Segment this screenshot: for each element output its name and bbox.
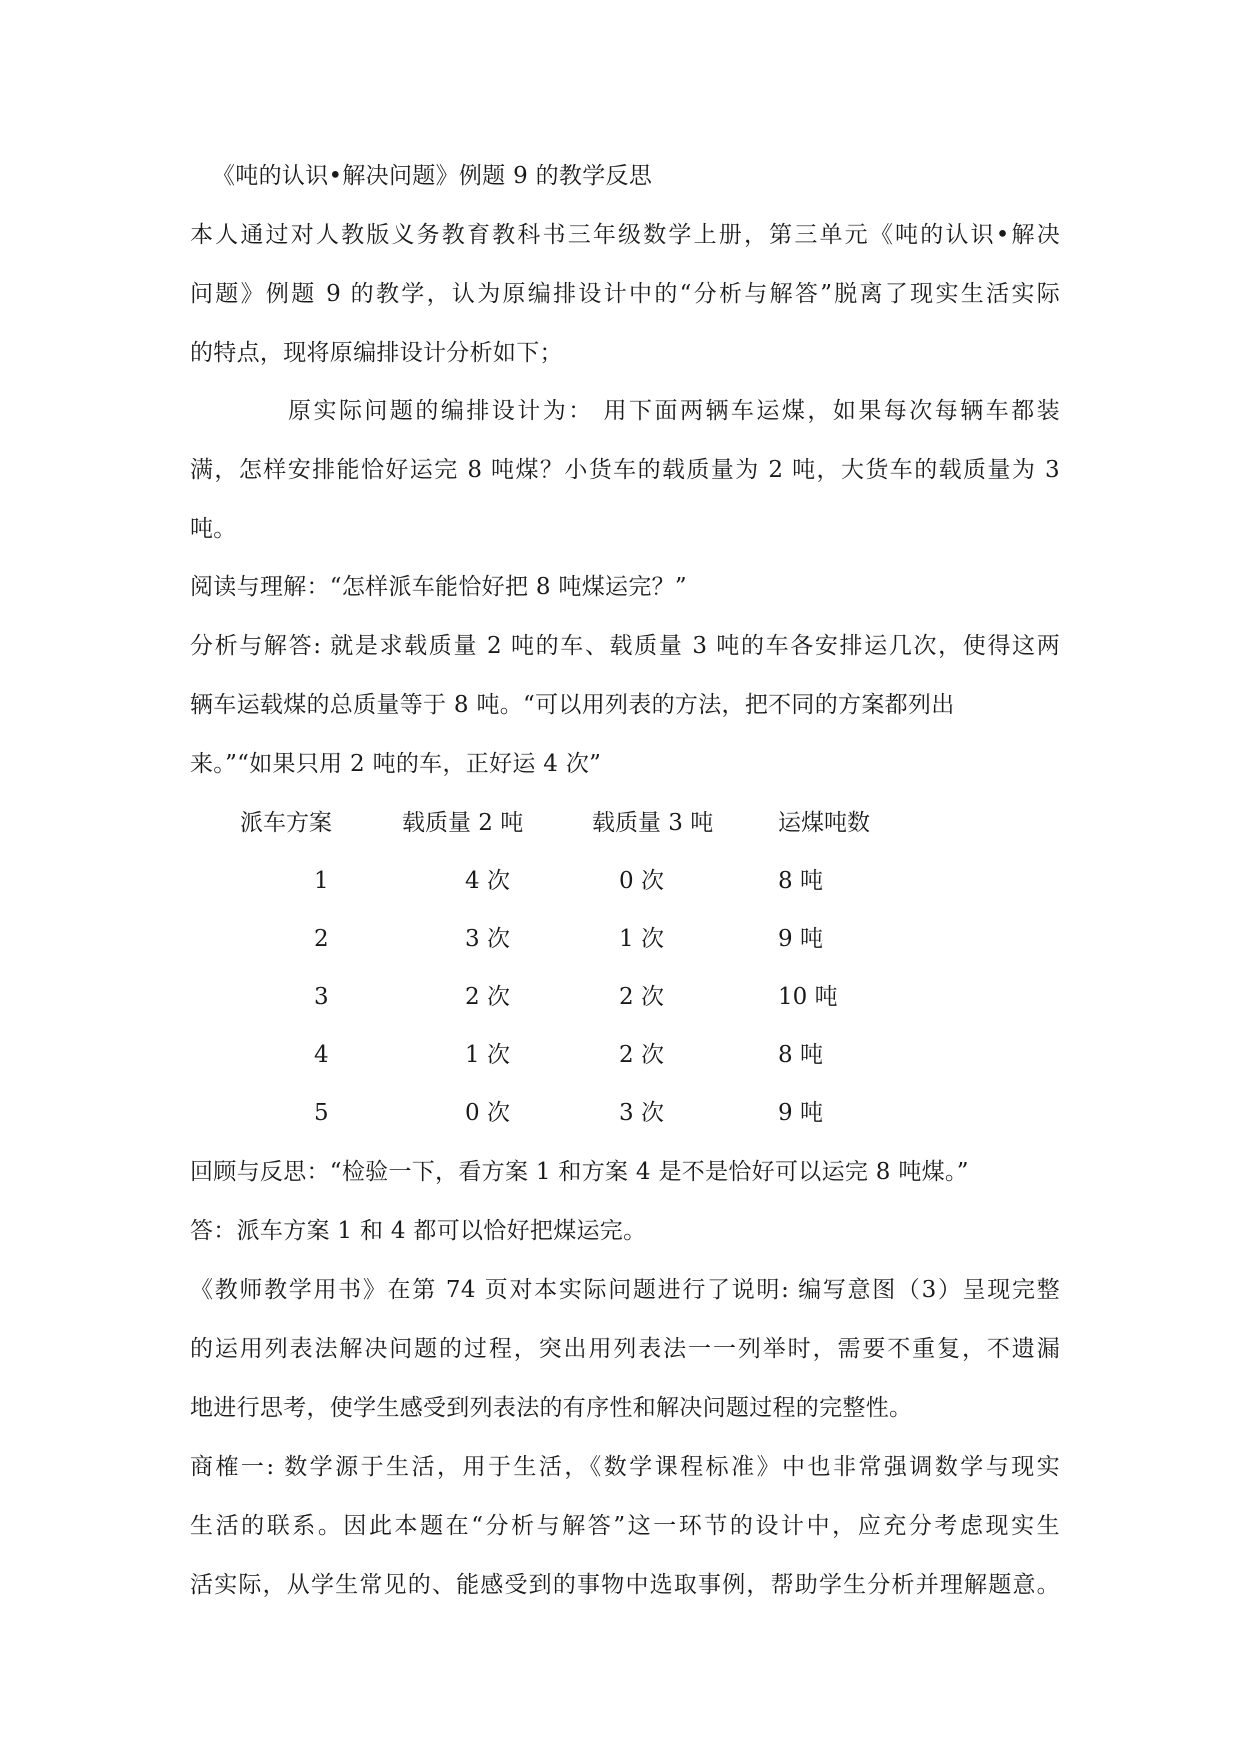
- problem-line-2: 满，怎样安排能恰好运完 8 吨煤？小货车的载质量为 2 吨，大货车的载质量为 3: [190, 457, 1060, 483]
- discussion-line-1: 商榷一: 数学源于生活，用于生活，《数学课程标准》中也非常强调数学与现实: [190, 1454, 1060, 1480]
- table-row: [0, 1098, 1241, 1128]
- table-cell: 2: [314, 926, 329, 952]
- analysis-line-2: 辆车运载煤的总质量等于 8 吨。“可以用列表的方法，把不同的方案都列出: [190, 692, 955, 718]
- table-cell: 4 次: [465, 868, 510, 894]
- table-row: [0, 866, 1241, 896]
- table-cell: 4: [314, 1042, 329, 1068]
- table-row: [0, 924, 1241, 954]
- table-row: [0, 982, 1241, 1012]
- table-cell: 10 吨: [778, 984, 838, 1010]
- table-cell: 2 次: [619, 984, 664, 1010]
- table-cell: 2 次: [619, 1042, 664, 1068]
- table-cell: 0 次: [619, 868, 664, 894]
- table-header-row: [0, 808, 1241, 838]
- table-header-cell: 载质量 2 吨: [402, 810, 524, 836]
- table-header-cell: 运煤吨数: [778, 810, 870, 836]
- table-row: [0, 1040, 1241, 1070]
- review-paragraph: 回顾与反思：“检验一下，看方案 1 和方案 4 是不是恰好可以运完 8 吨煤。”: [190, 1159, 969, 1185]
- teacher-book-line-2: 的运用列表法解决问题的过程，突出用列表法一一列举时，需要不重复，不遗漏: [190, 1336, 1060, 1362]
- table-cell: 5: [314, 1100, 329, 1126]
- reading-paragraph: 阅读与理解：“怎样派车能恰好把 8 吨煤运完？”: [190, 574, 687, 600]
- intro-line-2: 问题》例题 9 的教学，认为原编排设计中的“分析与解答”脱离了现实生活实际: [190, 281, 1060, 307]
- document-title: 《吨的认识•解决问题》例题 9 的教学反思: [212, 163, 653, 189]
- table-cell: 0 次: [465, 1100, 510, 1126]
- problem-line-1: 原实际问题的编排设计为： 用下面两辆车运煤，如果每次每辆车都装: [288, 398, 1060, 424]
- answer-paragraph: 答：派车方案 1 和 4 都可以恰好把煤运完。: [190, 1218, 647, 1244]
- table-cell: 1 次: [465, 1042, 510, 1068]
- table-cell: 3 次: [619, 1100, 664, 1126]
- table-header-cell: 派车方案: [240, 810, 332, 836]
- table-cell: 9 吨: [778, 1100, 823, 1126]
- table-header-cell: 载质量 3 吨: [592, 810, 714, 836]
- table-cell: 8 吨: [778, 1042, 823, 1068]
- problem-line-3: 吨。: [190, 516, 237, 542]
- intro-line-1: 本人通过对人教版义务教育教科书三年级数学上册，第三单元《吨的认识•解决: [190, 222, 1060, 248]
- discussion-line-2: 生活的联系。因此本题在“分析与解答”这一环节的设计中，应充分考虑现实生: [190, 1513, 1060, 1539]
- table-cell: 1: [314, 868, 329, 894]
- analysis-line-3: 来。”“如果只用 2 吨的车，正好运 4 次”: [190, 751, 602, 777]
- discussion-line-3: 活实际，从学生常见的、能感受到的事物中选取事例，帮助学生分析并理解题意。: [190, 1572, 1060, 1598]
- table-cell: 8 吨: [778, 868, 823, 894]
- table-cell: 2 次: [465, 984, 510, 1010]
- teacher-book-line-3: 地进行思考，使学生感受到列表法的有序性和解决问题过程的完整性。: [190, 1395, 913, 1421]
- teacher-book-line-1: 《教师教学用书》在第 74 页对本实际问题进行了说明: 编写意图（3）呈现完整: [190, 1277, 1060, 1303]
- table-cell: 3: [314, 984, 329, 1010]
- table-cell: 9 吨: [778, 926, 823, 952]
- intro-line-3: 的特点，现将原编排设计分析如下；: [190, 340, 563, 366]
- table-cell: 1 次: [619, 926, 664, 952]
- analysis-line-1: 分析与解答: 就是求载质量 2 吨的车、载质量 3 吨的车各安排运几次，使得这两: [190, 633, 1060, 659]
- table-cell: 3 次: [465, 926, 510, 952]
